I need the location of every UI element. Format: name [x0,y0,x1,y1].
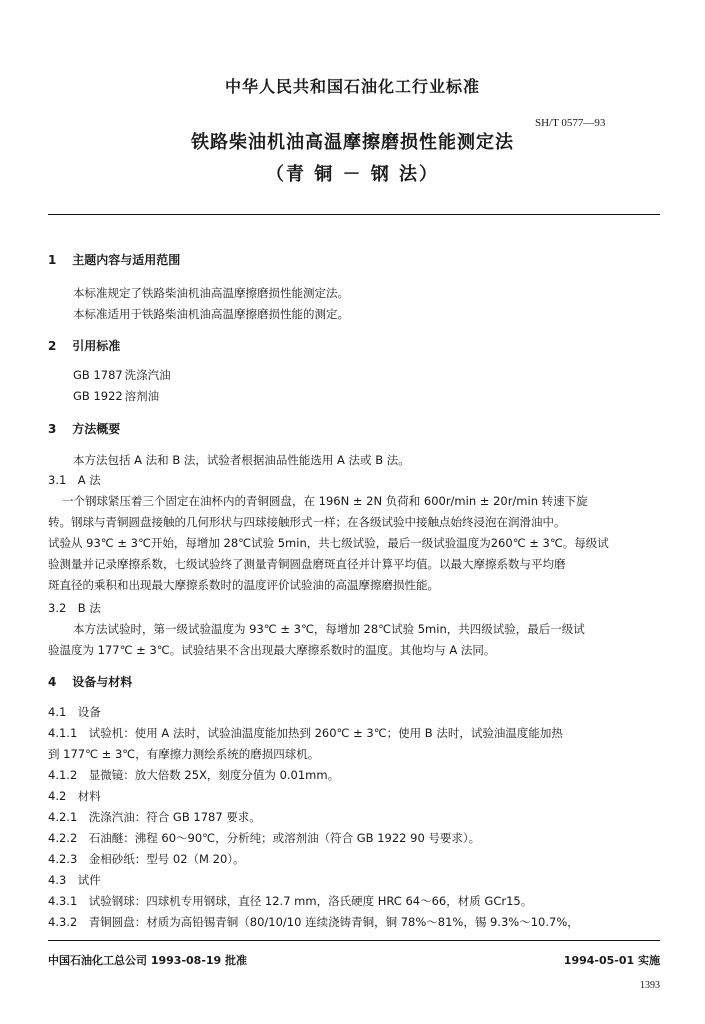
section-number: 1 [48,253,57,267]
section-heading [48,337,120,354]
reference-item [73,367,171,383]
clause: 4.2.1 洗涤汽油：符合 GB 1787 要求。 [48,810,261,824]
paragraph-line: 一个钢球紧压着三个固定在油杯内的青铜圆盘，在 196N ± 2N 负荷和 600r/min ± 20r/min 转速下旋 [62,494,588,508]
paragraph: 本方法包括 A 法和 B 法，试验者根据油品性能选用 A 法或 B 法。 [73,453,410,467]
document-subtitle: （青 铜 － 钢 法） [265,164,440,185]
paragraph-line: 验温度为 177℃ ± 3℃。试验结果不含出现最大摩擦系数时的温度。其他均与 A 法同。 [48,643,496,657]
paragraph: 本标准规定了铁路柴油机油高温摩擦磨损性能测定法。 [73,286,349,300]
paragraph-line: 到 177℃ ± 3℃，有摩擦力测绘系统的磨损四球机。 [48,747,320,761]
standard-category-header: 中华人民共和国石油化工行业标准 [224,77,480,96]
paragraph-line: 4.1.1 试验机：使用 A 法时，试验油温度能加热到 260℃ ± 3℃；使用 B 法时，试验油温度能加热 [48,726,563,740]
subsection-heading: 4.3 试件 [48,873,101,887]
standard-code: SH/T 0577—93 [535,117,606,129]
section-title: 主题内容与适用范围 [72,253,181,267]
section-title: 设备与材料 [72,675,133,689]
clause: 4.2.2 石油醚：沸程 60～90℃，分析纯；或溶剂油（符合 GB 1922 90 号要求）。 [48,831,481,845]
page-number: 1393 [640,980,660,991]
section-heading [48,673,132,690]
paragraph-line: 斑直径的乘积和出现最大摩擦系数时的温度评价试验油的高温摩擦磨损性能。 [48,578,439,592]
approval-line: 中国石油化工总公司 1993-08-19 批准 [48,954,248,967]
section-title: 方法概要 [72,422,121,436]
clause: 4.2.3 金相砂纸：型号 02（M 20）。 [48,852,245,866]
section-number: 3 [48,422,57,436]
reference-name: 溶剂油 [124,389,160,403]
reference-code: GB 1922 [73,389,123,403]
header-divider [48,214,660,215]
subsection-heading: 4.2 材料 [48,789,101,803]
section-number: 2 [48,339,57,353]
section-number: 4 [48,675,57,689]
reference-name: 洗涤汽油 [124,368,171,382]
section-title: 引用标准 [72,339,121,353]
subsection-heading: 4.1 设备 [48,705,101,719]
paragraph-line: 验测量并记录摩擦系数，七级试验终了测量青铜圆盘磨斑直径并计算平均值。以最大摩擦系数与平均磨 [48,557,566,571]
paragraph-line: 本方法试验时，第一级试验温度为 93℃ ± 3℃，每增加 28℃试验 5min，共四级试验，最后一级试 [73,622,585,636]
reference-code: GB 1787 [73,368,123,382]
document-title: 铁路柴油机油高温摩擦磨损性能测定法 [191,132,514,153]
reference-item [73,388,159,404]
clause: 4.3.2 青铜圆盘：材质为高铅锡青铜（80/10/10 连续浇铸青铜，铜 78%～81%，锡 9.3%～10.7%， [48,915,579,929]
paragraph: 本标准适用于铁路柴油机油高温摩擦磨损性能的测定。 [73,307,349,321]
paragraph-line: 转。钢球与青铜圆盘接触的几何形状与四球接触形式一样；在各级试验中接触点始终浸泡在润滑油中。 [48,515,566,529]
subsection-heading: 3.1 A 法 [48,473,101,487]
section-heading [48,251,180,268]
clause: 4.1.2 显微镜：放大倍数 25X，刻度分值为 0.01mm。 [48,768,340,782]
subsection-heading: 3.2 B 法 [48,601,101,615]
paragraph-line: 试验从 93℃ ± 3℃开始，每增加 28℃试验 5min，共七级试验，最后一级试验温度为260℃ ± 3℃。每级试 [48,536,609,550]
section-heading [48,420,120,437]
implementation-date: 1994-05-01 实施 [563,954,660,967]
clause: 4.3.1 试验钢球：四球机专用钢球，直径 12.7 mm，洛氏硬度 HRC 64～66，材质 GCr15。 [48,894,533,908]
footer-divider [48,940,660,941]
